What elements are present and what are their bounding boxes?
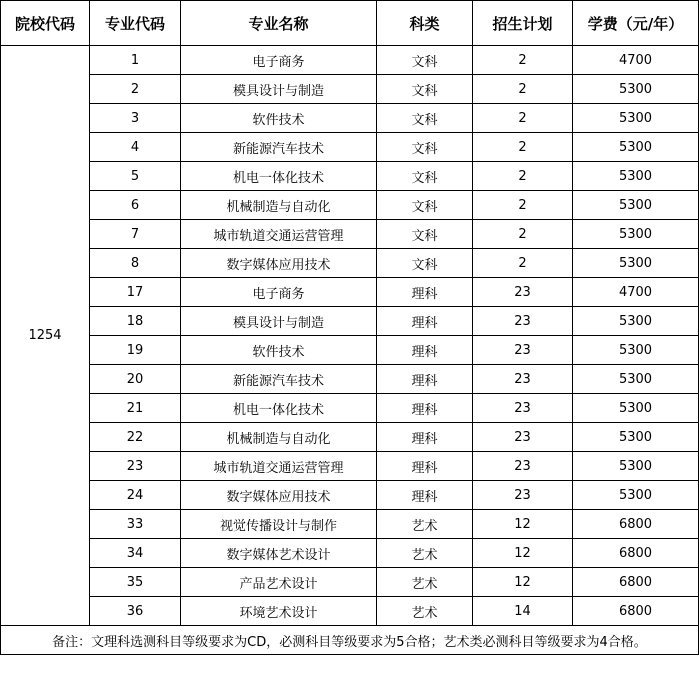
enrollment-plan-cell: 2: [473, 104, 573, 133]
header-tuition: 学费（元/年）: [573, 1, 699, 46]
enrollment-plan-cell: 2: [473, 133, 573, 162]
major-name-cell: 新能源汽车技术: [181, 133, 377, 162]
major-code-cell: 22: [90, 423, 181, 452]
tuition-cell: 5300: [573, 423, 699, 452]
major-code-cell: 23: [90, 452, 181, 481]
table-row: [1, 307, 699, 336]
major-code-cell: 1: [90, 46, 181, 75]
enrollment-plan-cell: 23: [473, 481, 573, 510]
major-code-cell: 7: [90, 220, 181, 249]
category-cell: 文科: [377, 46, 473, 75]
enrollment-plan-cell: 2: [473, 46, 573, 75]
table-row: [1, 336, 699, 365]
table-row: [1, 220, 699, 249]
tuition-cell: 5300: [573, 307, 699, 336]
tuition-cell: 4700: [573, 46, 699, 75]
category-cell: 理科: [377, 307, 473, 336]
table-row: [1, 539, 699, 568]
major-code-cell: 35: [90, 568, 181, 597]
category-cell: 艺术: [377, 539, 473, 568]
major-code-cell: 21: [90, 394, 181, 423]
table-row: [1, 568, 699, 597]
tuition-cell: 4700: [573, 278, 699, 307]
tuition-cell: 5300: [573, 365, 699, 394]
table-row: [1, 46, 699, 75]
category-cell: 艺术: [377, 510, 473, 539]
tuition-cell: 5300: [573, 75, 699, 104]
tuition-cell: 5300: [573, 220, 699, 249]
major-code-cell: 33: [90, 510, 181, 539]
enrollment-plan-cell: 2: [473, 249, 573, 278]
major-name-cell: 视觉传播设计与制作: [181, 510, 377, 539]
category-cell: 文科: [377, 104, 473, 133]
major-name-cell: 机械制造与自动化: [181, 423, 377, 452]
category-cell: 理科: [377, 423, 473, 452]
tuition-cell: 5300: [573, 481, 699, 510]
header-school-code: 院校代码: [1, 1, 90, 46]
major-name-cell: 模具设计与制造: [181, 307, 377, 336]
category-cell: 理科: [377, 365, 473, 394]
tuition-cell: 5300: [573, 162, 699, 191]
major-name-cell: 新能源汽车技术: [181, 365, 377, 394]
major-code-cell: 36: [90, 597, 181, 626]
enrollment-plan-cell: 23: [473, 452, 573, 481]
enrollment-plan-cell: 12: [473, 539, 573, 568]
header-major-name: 专业名称: [181, 1, 377, 46]
major-code-cell: 8: [90, 249, 181, 278]
table-note: 备注：文理科选测科目等级要求为CD，必测科目等级要求为5合格；艺术类必测科目等级要求为4合格。: [1, 626, 699, 655]
note-row: [1, 626, 699, 655]
table-header-row: [1, 1, 699, 46]
major-name-cell: 软件技术: [181, 336, 377, 365]
table-row: [1, 75, 699, 104]
tuition-cell: 5300: [573, 249, 699, 278]
major-name-cell: 软件技术: [181, 104, 377, 133]
major-code-cell: 4: [90, 133, 181, 162]
table-row: [1, 510, 699, 539]
major-code-cell: 3: [90, 104, 181, 133]
tuition-cell: 5300: [573, 452, 699, 481]
enrollment-plan-cell: 23: [473, 423, 573, 452]
table-row: [1, 423, 699, 452]
table-row: [1, 191, 699, 220]
tuition-cell: 5300: [573, 133, 699, 162]
table-row: [1, 394, 699, 423]
enrollment-plan-cell: 2: [473, 191, 573, 220]
major-code-cell: 34: [90, 539, 181, 568]
enrollment-plan-cell: 2: [473, 220, 573, 249]
category-cell: 文科: [377, 75, 473, 104]
category-cell: 艺术: [377, 597, 473, 626]
major-name-cell: 城市轨道交通运营管理: [181, 452, 377, 481]
category-cell: 文科: [377, 220, 473, 249]
table-row: [1, 481, 699, 510]
table-row: [1, 452, 699, 481]
enrollment-plan-cell: 12: [473, 568, 573, 597]
header-category: 科类: [377, 1, 473, 46]
category-cell: 文科: [377, 249, 473, 278]
enrollment-plan-cell: 23: [473, 307, 573, 336]
category-cell: 理科: [377, 336, 473, 365]
major-code-cell: 18: [90, 307, 181, 336]
tuition-cell: 6800: [573, 510, 699, 539]
major-name-cell: 环境艺术设计: [181, 597, 377, 626]
major-name-cell: 模具设计与制造: [181, 75, 377, 104]
enrollment-plan-cell: 23: [473, 365, 573, 394]
category-cell: 文科: [377, 191, 473, 220]
table-row: [1, 365, 699, 394]
category-cell: 文科: [377, 162, 473, 191]
tuition-cell: 6800: [573, 539, 699, 568]
category-cell: 理科: [377, 452, 473, 481]
school-code-cell: 1254: [1, 46, 90, 626]
tuition-cell: 5300: [573, 191, 699, 220]
major-name-cell: 数字媒体艺术设计: [181, 539, 377, 568]
header-enrollment-plan: 招生计划: [473, 1, 573, 46]
table-row: [1, 278, 699, 307]
major-code-cell: 19: [90, 336, 181, 365]
table-row: [1, 597, 699, 626]
major-code-cell: 24: [90, 481, 181, 510]
major-code-cell: 17: [90, 278, 181, 307]
category-cell: 理科: [377, 278, 473, 307]
header-major-code: 专业代码: [90, 1, 181, 46]
table-row: [1, 249, 699, 278]
category-cell: 理科: [377, 394, 473, 423]
major-name-cell: 产品艺术设计: [181, 568, 377, 597]
tuition-cell: 6800: [573, 597, 699, 626]
enrollment-plan-cell: 12: [473, 510, 573, 539]
major-name-cell: 机械制造与自动化: [181, 191, 377, 220]
tuition-cell: 5300: [573, 394, 699, 423]
tuition-cell: 6800: [573, 568, 699, 597]
category-cell: 艺术: [377, 568, 473, 597]
enrollment-plan-cell: 23: [473, 394, 573, 423]
enrollment-plan-cell: 2: [473, 162, 573, 191]
table-body: [1, 46, 699, 626]
major-code-cell: 5: [90, 162, 181, 191]
enrollment-plan-cell: 23: [473, 336, 573, 365]
table-row: [1, 133, 699, 162]
category-cell: 理科: [377, 481, 473, 510]
major-name-cell: 数字媒体应用技术: [181, 249, 377, 278]
major-name-cell: 城市轨道交通运营管理: [181, 220, 377, 249]
category-cell: 文科: [377, 133, 473, 162]
major-name-cell: 电子商务: [181, 278, 377, 307]
tuition-cell: 5300: [573, 104, 699, 133]
tuition-cell: 5300: [573, 336, 699, 365]
major-code-cell: 2: [90, 75, 181, 104]
major-name-cell: 数字媒体应用技术: [181, 481, 377, 510]
enrollment-plan-cell: 14: [473, 597, 573, 626]
enrollment-plan-cell: 23: [473, 278, 573, 307]
major-code-cell: 6: [90, 191, 181, 220]
major-code-cell: 20: [90, 365, 181, 394]
enrollment-plan-cell: 2: [473, 75, 573, 104]
major-name-cell: 机电一体化技术: [181, 394, 377, 423]
table-row: [1, 104, 699, 133]
table-row: [1, 162, 699, 191]
major-name-cell: 机电一体化技术: [181, 162, 377, 191]
major-name-cell: 电子商务: [181, 46, 377, 75]
